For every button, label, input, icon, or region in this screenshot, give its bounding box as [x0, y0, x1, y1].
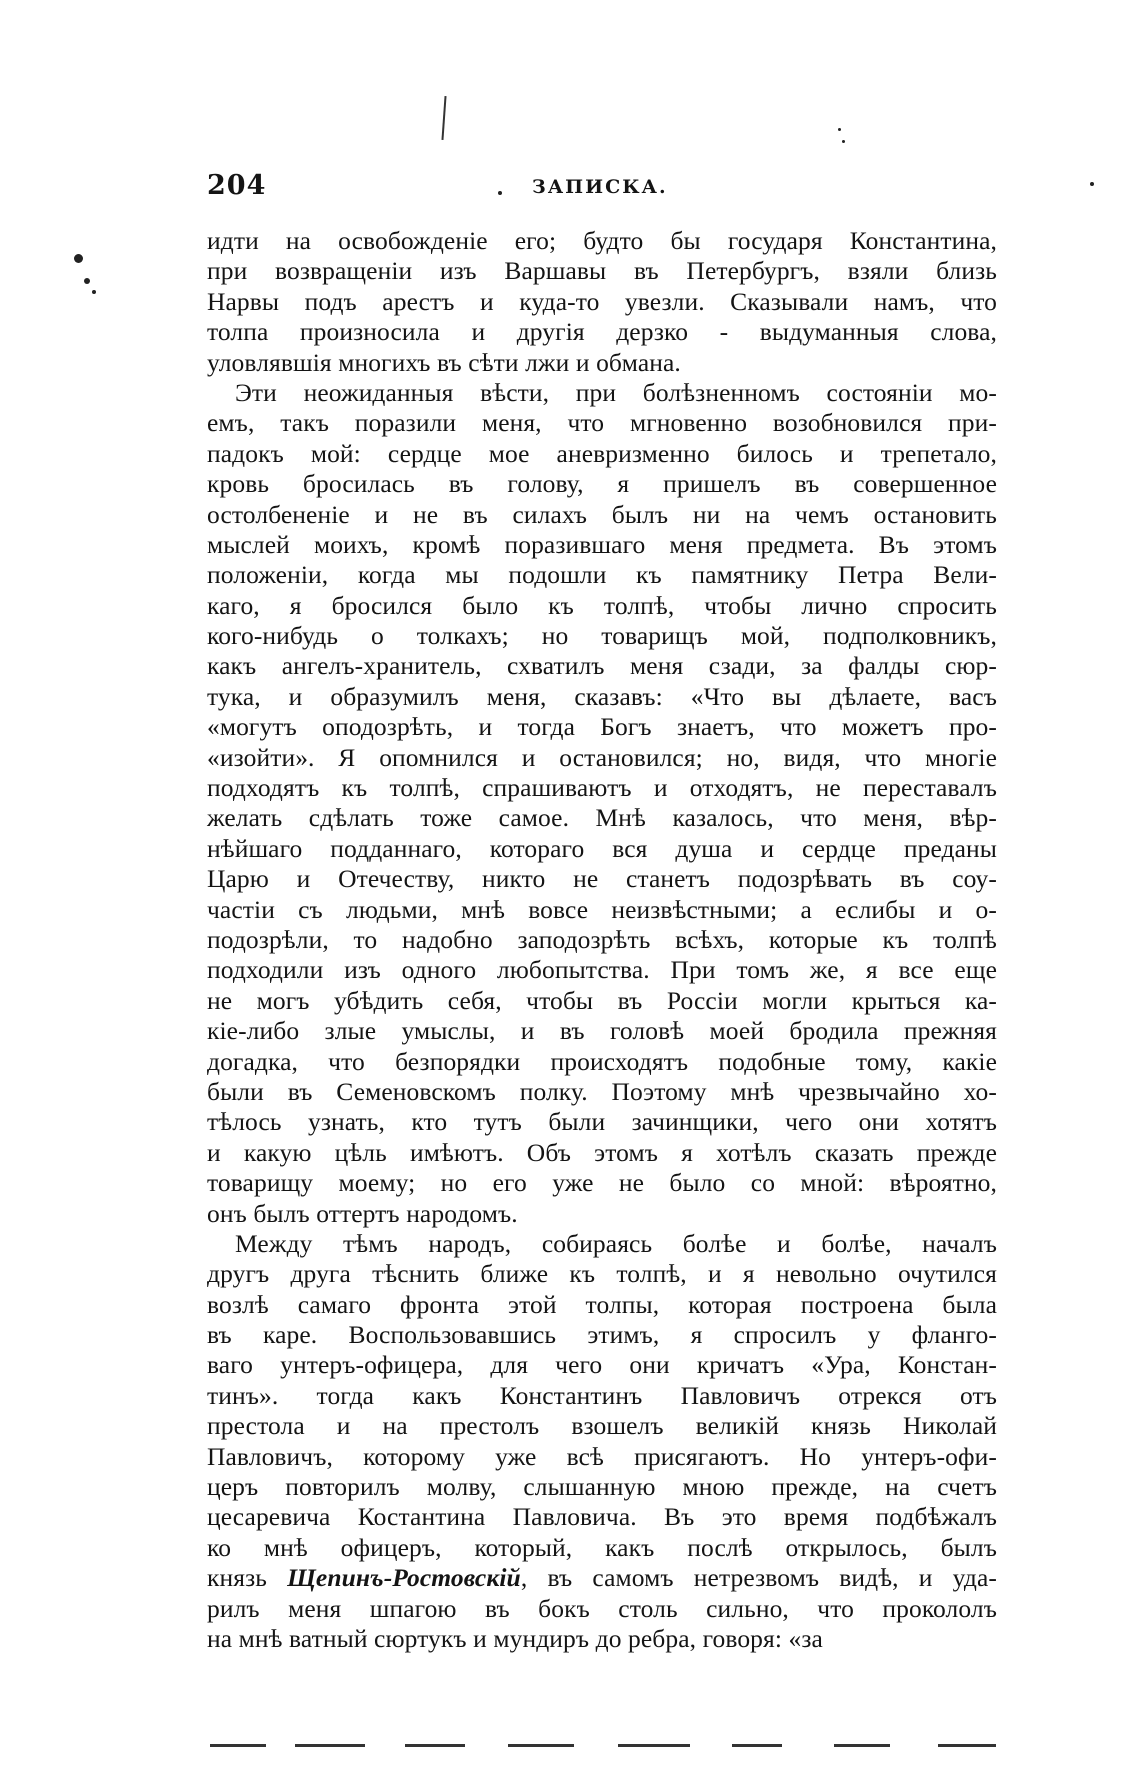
text-line: падокъ мой: сердце мое аневризменно билось и трепетало,: [207, 438, 997, 468]
text-line: Павловичъ, которому уже всѣ присягаютъ. Но унтеръ-офи-: [207, 1441, 997, 1471]
text-line: не могъ убѣдить себя, чтобы въ Россіи могли крыться ка-: [207, 985, 997, 1015]
text-line: подходятъ къ толпѣ, спрашиваютъ и отходятъ, не переставалъ: [207, 773, 997, 803]
text-line: и какую цѣль имѣютъ. Объ этомъ я хотѣлъ сказать прежде: [207, 1137, 997, 1167]
text-line: ко мнѣ офицеръ, который, какъ послѣ открылось, былъ: [207, 1532, 997, 1562]
text-line: престола и на престолъ взошелъ великій князь Николай: [207, 1411, 997, 1441]
bottom-rule: [508, 1744, 574, 1747]
text-line: мыслей моихъ, кромѣ поразившаго меня предмета. Въ этомъ: [207, 529, 997, 559]
text-line: подозрѣли, то надобно заподозрѣть всѣхъ, которые къ толпѣ: [207, 924, 997, 954]
text-line: другъ друга тѣснить ближе къ толпѣ, и я невольно очутился: [207, 1259, 997, 1289]
text-line: желать сдѣлать тоже самое. Мнѣ казалось, что меня, вѣр-: [207, 803, 997, 833]
ink-speck: [92, 290, 96, 294]
ink-speck: [84, 278, 90, 284]
text-line: частіи съ людьми, мнѣ вовсе неизвѣстными; а еслибы и о-: [207, 894, 997, 924]
paragraph: [207, 1229, 997, 1654]
text-line: ваго унтеръ-офицера, для чего они кричатъ «Ура, Констан-: [207, 1350, 997, 1380]
text-line: кровь бросилась въ голову, я пришелъ въ совершенное: [207, 469, 997, 499]
text-line: церъ повторилъ молву, слышанную мною прежде, на счетъ: [207, 1472, 997, 1502]
running-head: ЗАПИСКА.: [532, 176, 668, 198]
text-line: идти на освобожденіе его; будто бы государя Константина,: [207, 226, 997, 255]
text-line: положеніи, когда мы подошли къ памятнику Петра Вели-: [207, 560, 997, 590]
text-line: Царю и Отечеству, никто не станетъ подозрѣвать въ соу-: [207, 864, 997, 894]
ink-speck: [498, 191, 502, 195]
text-line: тинъ». тогда какъ Константинъ Павловичъ отрекся отъ: [207, 1380, 997, 1410]
ink-speck: [1090, 182, 1094, 186]
text-line: возлѣ самаго фронта этой толпы, которая построена была: [207, 1289, 997, 1319]
text-line: были въ Семеновскомъ полку. Поэтому мнѣ чрезвычайно хо-: [207, 1076, 997, 1106]
text-line: емъ, такъ поразили меня, что мгновенно возобновился при-: [207, 408, 997, 438]
page-number: 204: [207, 170, 267, 201]
text-line: на мнѣ ватный сюртукъ и мундиръ до ребра, говоря: «за: [207, 1623, 823, 1653]
ink-speck: [838, 128, 841, 131]
text-line: Нарвы подъ арестъ и куда-то увезли. Сказывали намъ, что: [207, 286, 997, 316]
text-line: въ каре. Воспользовавшись этимъ, я спросилъ у фланго-: [207, 1320, 997, 1350]
text-line: онъ былъ оттертъ народомъ.: [207, 1198, 518, 1228]
text-line: Между тѣмъ народъ, собираясь болѣе и болѣе, началъ: [235, 1228, 997, 1258]
text-line: князь Щепинъ-Ростовскій, въ самомъ нетрезвомъ видѣ, и уда-: [207, 1563, 997, 1593]
paragraph: [207, 378, 997, 1229]
text-line: при возвращеніи изъ Варшавы въ Петербургъ, взяли близь: [207, 256, 997, 286]
text-line: «изойти». Я опомнился и остановился; но, видя, что многіе: [207, 742, 997, 772]
bottom-rule: [834, 1744, 890, 1747]
page-header: [207, 170, 997, 210]
text-line: «могутъ оподозрѣть, и тогда Богъ знаетъ, что можетъ про-: [207, 712, 997, 742]
body-text: [207, 226, 997, 1654]
text-line: какъ ангелъ-хранитель, схватилъ меня сзади, за фалды сюр-: [207, 651, 997, 681]
text-line: каго, я бросился было къ толпѣ, чтобы лично спросить: [207, 590, 997, 620]
bottom-rule: [210, 1744, 266, 1747]
text-line: подходили изъ одного любопытства. При томъ же, я все еще: [207, 955, 997, 985]
ink-speck: [74, 254, 83, 263]
bottom-rule: [618, 1744, 690, 1747]
text-line: товарищу моему; но его уже не было со мной: вѣроятно,: [207, 1168, 997, 1198]
text-line: остолбененіе и не въ силахъ былъ ни на чемъ остановить: [207, 499, 997, 529]
text-line: толпа произносила и другія дерзко - выдуманныя слова,: [207, 317, 997, 347]
text-line: тука, и образумилъ меня, сказавъ: «Что вы дѣлаете, васъ: [207, 681, 997, 711]
text-line: цесаревича Костантина Павловича. Въ это время подбѣжалъ: [207, 1502, 997, 1532]
bottom-rule: [732, 1744, 782, 1747]
text-line: кіе-либо злые умыслы, и въ головѣ моей бродила прежняя: [207, 1016, 997, 1046]
text-line: Эти неожиданныя вѣсти, при болѣзненномъ состояніи мо-: [235, 377, 997, 407]
text-line: кого-нибудь о толкахъ; но товарищъ мой, подполковникъ,: [207, 621, 997, 651]
text-line: уловлявшія многихъ въ сѣти лжи и обмана.: [207, 347, 681, 377]
text-line: нѣйшаго подданнаго, котораго вся душа и сердце преданы: [207, 833, 997, 863]
bottom-rule: [938, 1744, 996, 1747]
text-line: догадка, что безпорядки происходятъ подобные тому, какіе: [207, 1046, 997, 1076]
text-line: тѣлось узнать, кто тутъ были зачинщики, чего они хотятъ: [207, 1107, 997, 1137]
ink-mark: [441, 96, 446, 140]
ink-speck: [842, 140, 845, 143]
bottom-rule: [405, 1744, 465, 1747]
paragraph: [207, 226, 997, 378]
bottom-rule: [295, 1744, 365, 1747]
text-line: рилъ меня шпагою въ бокъ столь сильно, что прокололъ: [207, 1593, 997, 1623]
